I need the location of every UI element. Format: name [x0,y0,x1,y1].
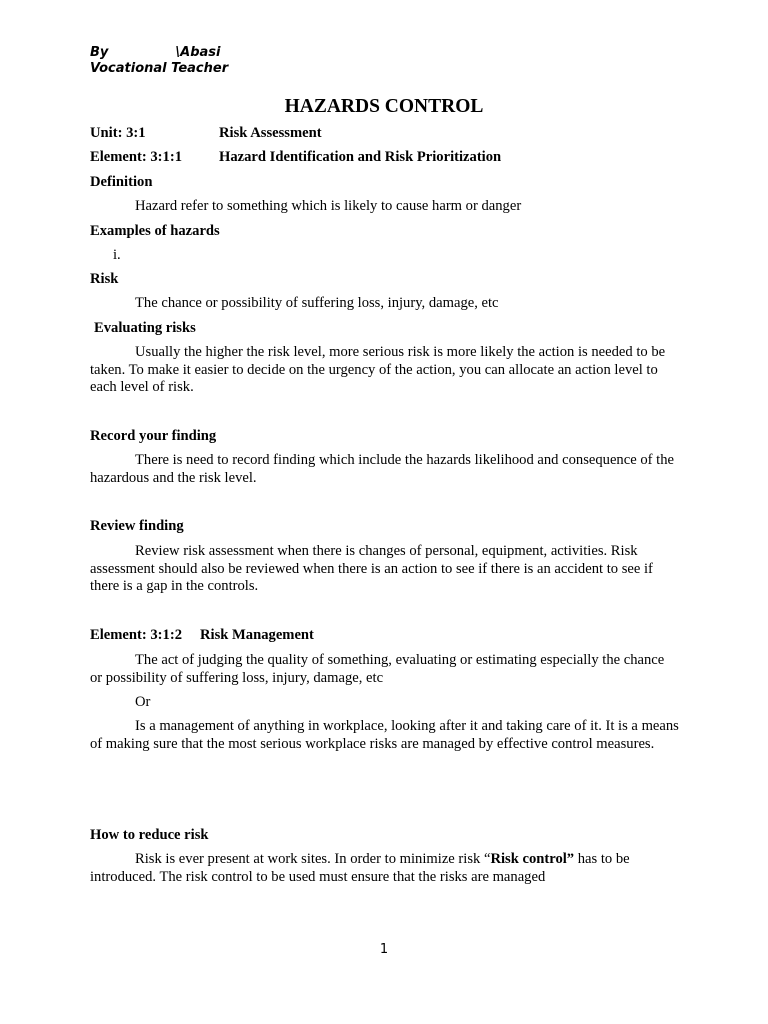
reduce-risk-text [90,851,680,886]
reduce-risk-text-end: has to be introduced. The risk control to be used must ensure that the risks are managed [90,851,630,885]
element-2-line [90,627,680,645]
definition-text: Hazard refer to something which is likely to cause harm or danger [135,198,522,214]
element-2-value: Risk Management [200,627,314,643]
document-title: HAZARDS CONTROL [284,96,484,117]
risk-control-term: Risk control” [490,851,575,867]
unit-value: Risk Assessment [219,125,322,141]
page-number: 1 [379,942,389,957]
author-by: By [90,45,109,60]
unit-line [90,125,680,143]
review-heading: Review finding [90,518,184,534]
element-1-line [90,149,680,167]
reduce-risk-heading: How to reduce risk [90,827,209,843]
record-heading: Record your finding [90,428,217,444]
reduce-risk-text-start: Risk is ever present at work sites. In order to minimize risk “ [135,851,491,867]
review-text: Review risk assessment when there is changes of personal, equipment, activities. Risk assessment should also be reviewed when there is an action to see if there is an accident to see if there is a gap in the controls. [90,543,653,594]
examples-heading: Examples of hazards [90,223,220,239]
element-1-label: Element: 3:1:1 [90,149,182,165]
risk-management-text-2: Is a management of anything in workplace, looking after it and taking care of it. It is a means of making sure that the most serious workplace risks are managed by effective control measures. [90,718,679,752]
unit-label: Unit: 3:1 [90,125,146,141]
author-name: \Abasi [175,45,221,60]
risk-management-text-1: The act of judging the quality of something, evaluating or estimating especially the chance or possibility of suffering loss, injury, damage, etc [90,652,665,686]
element-2-label: Element: 3:1:2 [90,627,182,643]
element-1-value: Hazard Identification and Risk Prioritization [219,149,502,165]
evaluating-text: Usually the higher the risk level, more serious risk is more likely the action is needed to be taken. To make it easier to decide on the urgency of the action, you can allocate an action level to each level of risk. [90,344,666,395]
examples-item-marker: i. [113,247,121,263]
evaluating-heading: Evaluating risks [94,320,196,336]
definition-heading: Definition [90,174,153,190]
or-text: Or [135,694,151,710]
author-role: Vocational Teacher [90,61,229,76]
author-block [90,45,680,77]
author-line-1 [90,45,680,61]
risk-text: The chance or possibility of suffering loss, injury, damage, etc [135,295,499,311]
record-text: There is need to record finding which include the hazards likelihood and consequence of the hazardous and the risk level. [90,452,674,486]
risk-heading: Risk [90,271,119,287]
